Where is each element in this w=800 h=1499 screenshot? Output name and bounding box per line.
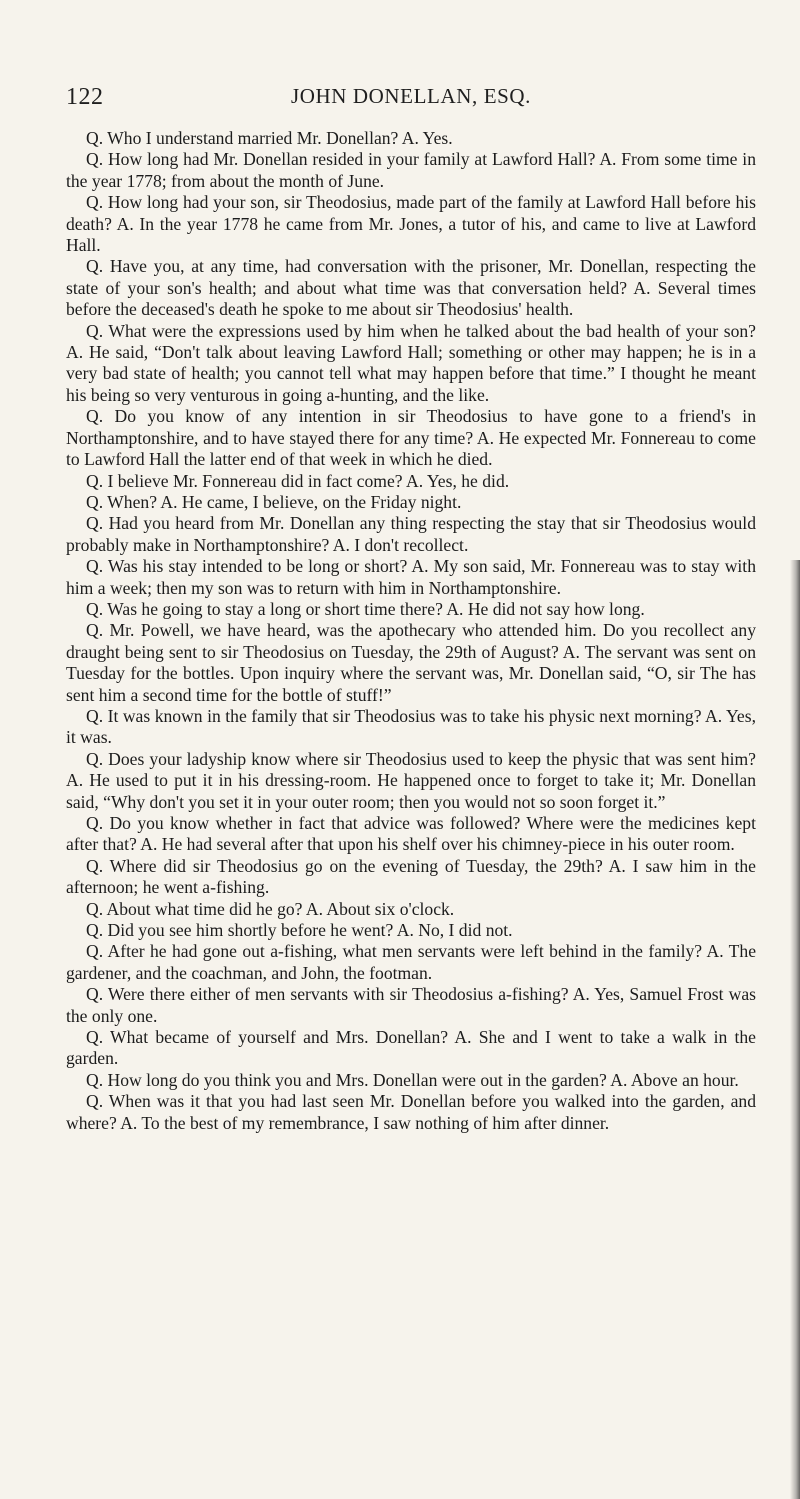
paragraph: Q. How long had your son, sir Theodosius, made part of the family at Lawford Hall before his death? A. In the year 1778 he came from Mr. Jones, a tutor of his, and came to live at Lawford Hall. xyxy=(66,192,756,256)
paragraph: Q. Was he going to stay a long or short time there? A. He did not say how long. xyxy=(86,598,645,619)
paragraph: Q. When was it that you had last seen Mr. Donellan before you walked into the garden, and where? A. To the best of my remembrance, I saw nothing of him after dinner. xyxy=(66,1091,756,1133)
running-title: JOHN DONELLAN, ESQ. xyxy=(290,84,532,108)
paragraph: Q. Have you, at any time, had conversation with the prisoner, Mr. Donellan, respecting the state of your son's health; and about what time was that conversation held? A. Several times before the deceased's death he spoke to me about sir Theodosius' health. xyxy=(66,256,756,320)
paragraph: Q. After he had gone out a-fishing, what men servants were left behind in the family? A. The gardener, and the coachman, and John, the footman. xyxy=(66,941,756,983)
paragraph: Q. How long do you think you and Mrs. Donellan were out in the garden? A. Above an hour. xyxy=(86,1069,739,1090)
paragraph: Q. About what time did he go? A. About six o'clock. xyxy=(86,898,455,919)
paragraph: Q. Does your ladyship know where sir Theodosius used to keep the physic that was sent him? A. He used to put it in his dressing-room. He happened once to forget to take it; Mr. Donellan said, “Why don't you set it in your outer room; then you would not so soon forget it.” xyxy=(66,748,756,812)
body-text xyxy=(66,128,756,1134)
paragraph: Q. Who I understand married Mr. Donellan? A. Yes. xyxy=(86,128,453,148)
paragraph: Q. Did you see him shortly before he went? A. No, I did not. xyxy=(86,920,513,941)
paragraph: Q. Had you heard from Mr. Donellan any thing respecting the stay that sir Theodosius would probably make in Northamptonshire? A. I don't recollect. xyxy=(66,513,756,555)
paragraph: Q. I believe Mr. Fonnereau did in fact come? A. Yes, he did. xyxy=(86,470,510,491)
paragraph: Q. Mr. Powell, we have heard, was the apothecary who attended him. Do you recollect any draught being sent to sir Theodosius on Tuesday, the 29th of August? A. The servant was sent on Tuesday for the bottles. Upon inquiry where the servant was, Mr. Donellan said, “O, sir The has sent him a second time for the bottle of stuff!” xyxy=(66,620,756,705)
paragraph: Q. Do you know whether in fact that advice was followed? Where were the medicines kept after that? A. He had several after that upon his shelf over his chimney-piece in his outer room. xyxy=(66,813,756,855)
page-edge-shadow xyxy=(790,560,800,1499)
paragraph: Q. What were the expressions used by him when he talked about the bad health of your son? A. He said, “Don't talk about leaving Lawford Hall; something or other may happen; he is in a very bad state of health; you cannot tell what may happen before that time.” I thought he meant his being so very venturous in going a-hunting, and the like. xyxy=(66,320,756,405)
paragraph: Q. What became of yourself and Mrs. Donellan? A. She and I went to take a walk in the garden. xyxy=(66,1027,756,1069)
page-number: 122 xyxy=(66,84,104,110)
paragraph: Q. Were there either of men servants with sir Theodosius a-fishing? A. Yes, Samuel Frost was the only one. xyxy=(66,984,756,1026)
paragraph: Q. Where did sir Theodosius go on the evening of Tuesday, the 29th? A. I saw him in the afternoon; he went a-fishing. xyxy=(66,855,756,898)
paragraph: Q. How long had Mr. Donellan resided in your family at Lawford Hall? A. From some time in the year 1778; from about the month of June. xyxy=(66,149,756,191)
paragraph: Q. It was known in the family that sir Theodosius was to take his physic next morning? A. Yes, it was. xyxy=(66,705,756,748)
page-header xyxy=(66,84,756,118)
paragraph: Q. Was his stay intended to be long or short? A. My son said, Mr. Fonnereau was to stay with him a week; then my son was to return with him in Northamptonshire. xyxy=(66,556,756,598)
paragraph: Q. When? A. He came, I believe, on the Friday night. xyxy=(86,491,462,512)
paragraph: Q. Do you know of any intention in sir Theodosius to have gone to a friend's in Northamptonshire, and to have stayed there for any time? A. He expected Mr. Fonnereau to come to Lawford Hall the latter end of that week in which he died. xyxy=(66,406,756,470)
